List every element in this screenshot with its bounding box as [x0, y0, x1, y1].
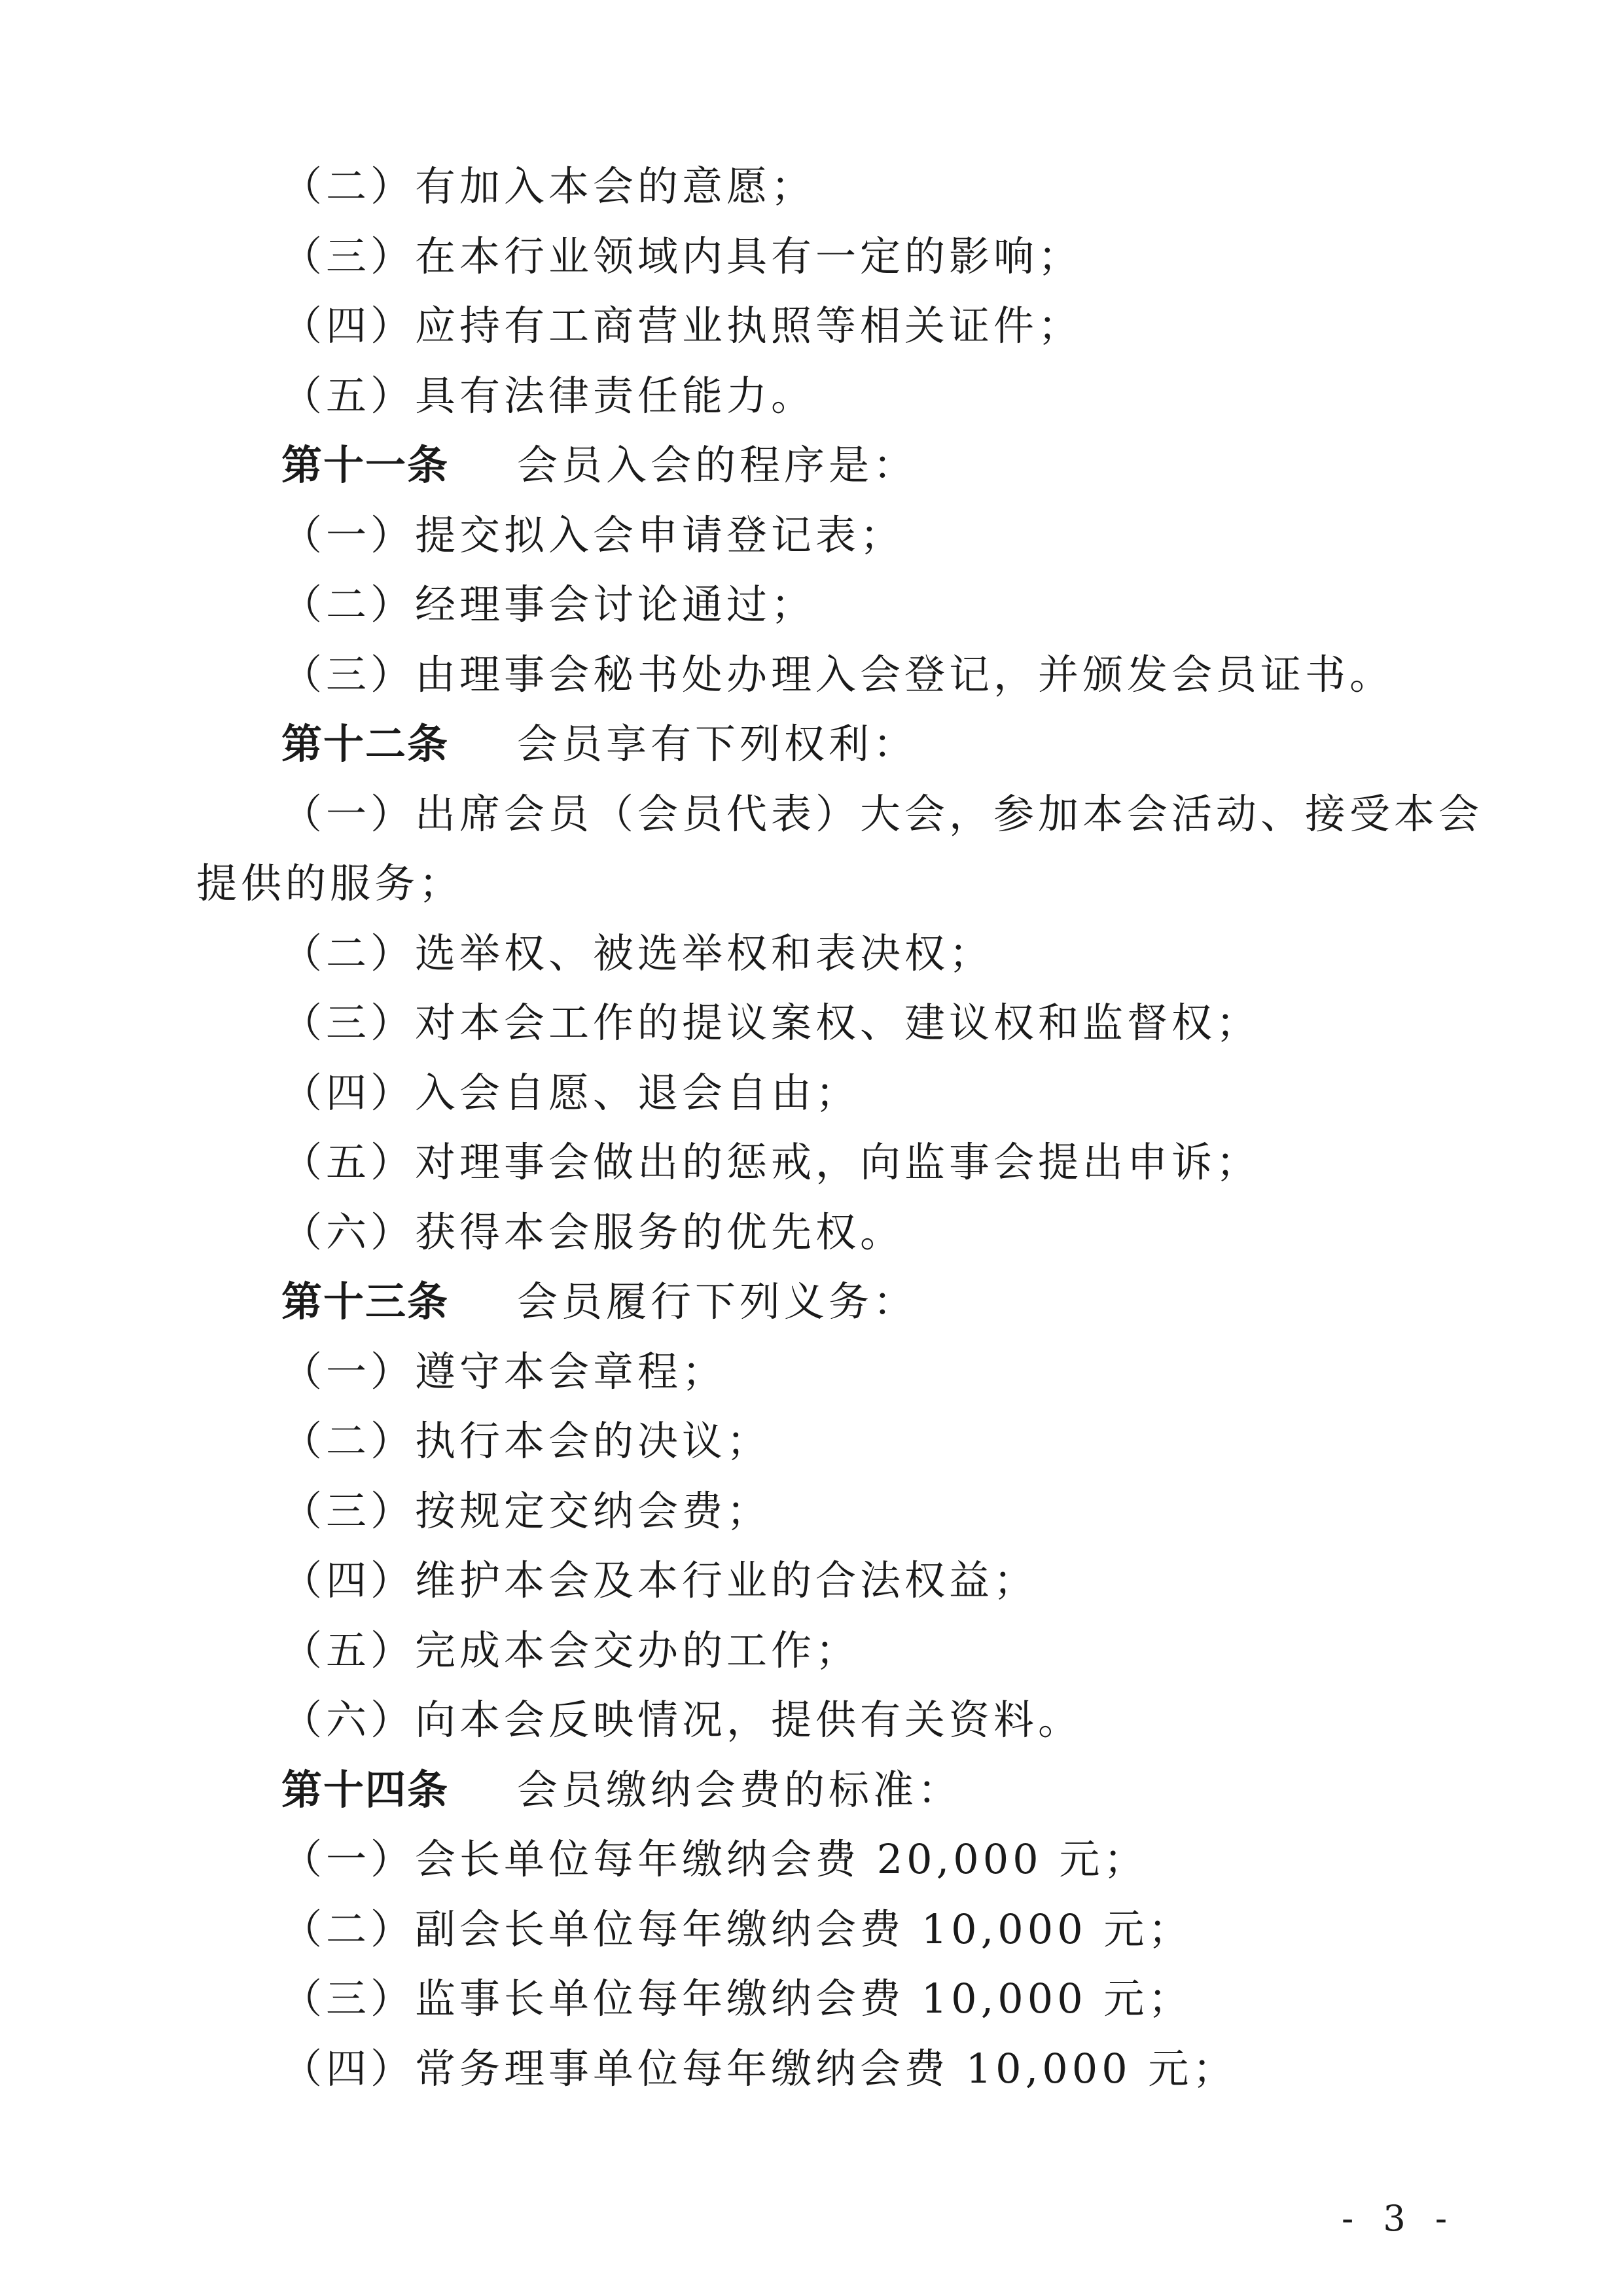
paragraph-continuation: 提供的服务；: [196, 859, 464, 907]
article-heading: [0, 709, 1623, 780]
list-item: （六）向本会反映情况，提供有关资料。: [281, 1696, 1083, 1744]
list-item: （一）会长单位每年缴纳会费 20,000 元；: [281, 1835, 1149, 1883]
article-heading: [0, 1755, 1623, 1825]
page-number: - 3 -: [1342, 2198, 1457, 2239]
list-item: （二）有加入本会的意愿；: [281, 162, 816, 210]
article-text: 会员入会的程序是：: [517, 441, 918, 489]
list-item: （二）选举权、被选举权和表决权；: [281, 929, 994, 977]
list-item: （三）由理事会秘书处办理入会登记，并颁发会员证书。: [281, 650, 1395, 698]
list-item: （三）在本行业领域内具有一定的影响；: [281, 232, 1083, 280]
list-item: （四）维护本会及本行业的合法权益；: [281, 1556, 1039, 1604]
list-item: （二）执行本会的决议；: [281, 1417, 772, 1465]
article-text: 会员享有下列权利：: [517, 720, 918, 768]
list-item: （一）出席会员（会员代表）大会，参加本会活动、接受本会: [281, 789, 1484, 838]
article-heading: [0, 1267, 1623, 1337]
list-item: （三）对本会工作的提议案权、建议权和监督权；: [281, 999, 1261, 1047]
list-item: （五）具有法律责任能力。: [281, 371, 816, 420]
list-item: （五）对理事会做出的惩戒，向监事会提出申诉；: [281, 1138, 1261, 1186]
article-text: 会员缴纳会费的标准：: [517, 1765, 963, 1814]
list-item: （三）监事长单位每年缴纳会费 10,000 元；: [281, 1975, 1193, 2022]
article-text: 会员履行下列义务：: [517, 1278, 918, 1325]
list-item: （五）完成本会交办的工作；: [281, 1626, 861, 1674]
list-item: （三）按规定交纳会费；: [281, 1486, 772, 1535]
list-item: （二）副会长单位每年缴纳会费 10,000 元；: [281, 1905, 1193, 1953]
article-number: 第十三条: [281, 1278, 450, 1325]
document-body: [0, 152, 1623, 2104]
list-item: （一）提交拟入会申请登记表；: [281, 511, 905, 559]
list-item: （四）应持有工商营业执照等相关证件；: [281, 302, 1083, 350]
list-item: （二）经理事会讨论通过；: [281, 581, 816, 628]
article-number: 第十一条: [281, 441, 450, 489]
article-number: 第十二条: [281, 720, 450, 768]
article-number: 第十四条: [281, 1765, 450, 1814]
list-item: （六）获得本会服务的优先权。: [281, 1208, 905, 1256]
list-item: （四）入会自愿、退会自由；: [281, 1068, 861, 1117]
list-item: （一）遵守本会章程；: [281, 1347, 727, 1395]
article-heading: [0, 431, 1623, 501]
list-item: （四）常务理事单位每年缴纳会费 10,000 元；: [281, 2044, 1238, 2092]
